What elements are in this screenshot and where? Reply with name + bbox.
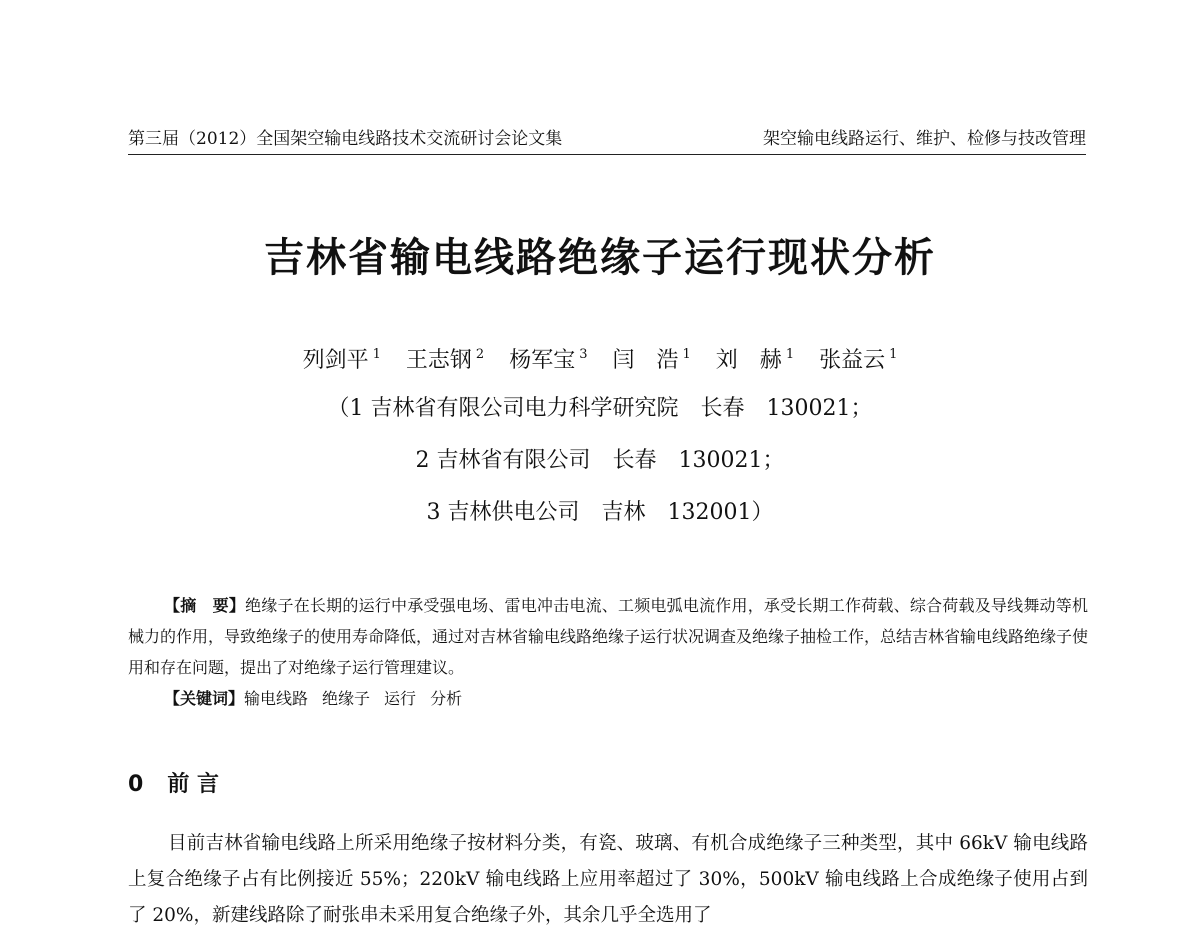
author: 刘 赫 $^1$: [715, 347, 795, 373]
author: 杨军宝 $^3$: [509, 347, 588, 373]
section-title: 前 言: [167, 772, 219, 797]
keywords-label: 【关键词】: [164, 689, 245, 708]
section-heading: [128, 768, 219, 802]
affiliation-line: 3 吉林供电公司 吉林 132001）: [426, 500, 774, 525]
keywords-paragraph: [128, 683, 1088, 714]
author: 闫 浩 $^1$: [612, 347, 691, 373]
body-paragraph: 目前吉林省输电线路上所采用绝缘子按材料分类，有瓷、玻璃、有机合成绝缘子三种类型，其中 66kV 输电线路上复合绝缘子占有比例接近 55%；220kV 输电线路上应用率超过了 30%，500kV 输电线路上合成绝缘子使用占到了 20%，新建线路除了耐张串未采用复合绝缘子外，其余几乎全选用了: [128, 833, 1088, 926]
keyword: 输电线路: [244, 689, 309, 708]
affiliation-line: （1 吉林省有限公司电力科学研究院 长春 130021；: [327, 396, 873, 421]
affiliation-line: 2 吉林省有限公司 长春 130021；: [415, 448, 785, 473]
keyword: 运行: [384, 689, 417, 708]
header-proceedings-title: 第三届（2012）全国架空输电线路技术交流研讨会论文集: [128, 129, 563, 149]
body-text: [128, 826, 1088, 934]
author: 王志钢 $^2$: [405, 347, 485, 373]
section-number: 0: [128, 772, 144, 797]
keyword: 绝缘子: [322, 689, 371, 708]
author: 列剑平 $^1$: [302, 347, 381, 373]
paper-title: 吉林省输电线路绝缘子运行现状分析: [264, 235, 936, 281]
author: 张益云 $^1$: [819, 347, 898, 373]
keyword: 分析: [430, 689, 463, 708]
abstract-label: 【摘 要】: [164, 596, 246, 615]
abstract-text: 绝缘子在长期的运行中承受强电场、雷电冲击电流、工频电弧电流作用，承受长期工作荷载、综合荷载及导线舞动等机械力的作用，导致绝缘子的使用寿命降低，通过对吉林省输电线路绝缘子运行状况调查及绝缘子抽检工作，总结吉林省输电线路绝缘子使用和存在问题，提出了对绝缘子运行管理建议。: [128, 596, 1089, 677]
author-list: [0, 338, 1200, 378]
abstract-block: [128, 590, 1088, 714]
header-section-title: 架空输电线路运行、维护、检修与技改管理: [763, 129, 1086, 149]
abstract-paragraph: [128, 590, 1088, 683]
running-header: [128, 124, 1086, 155]
